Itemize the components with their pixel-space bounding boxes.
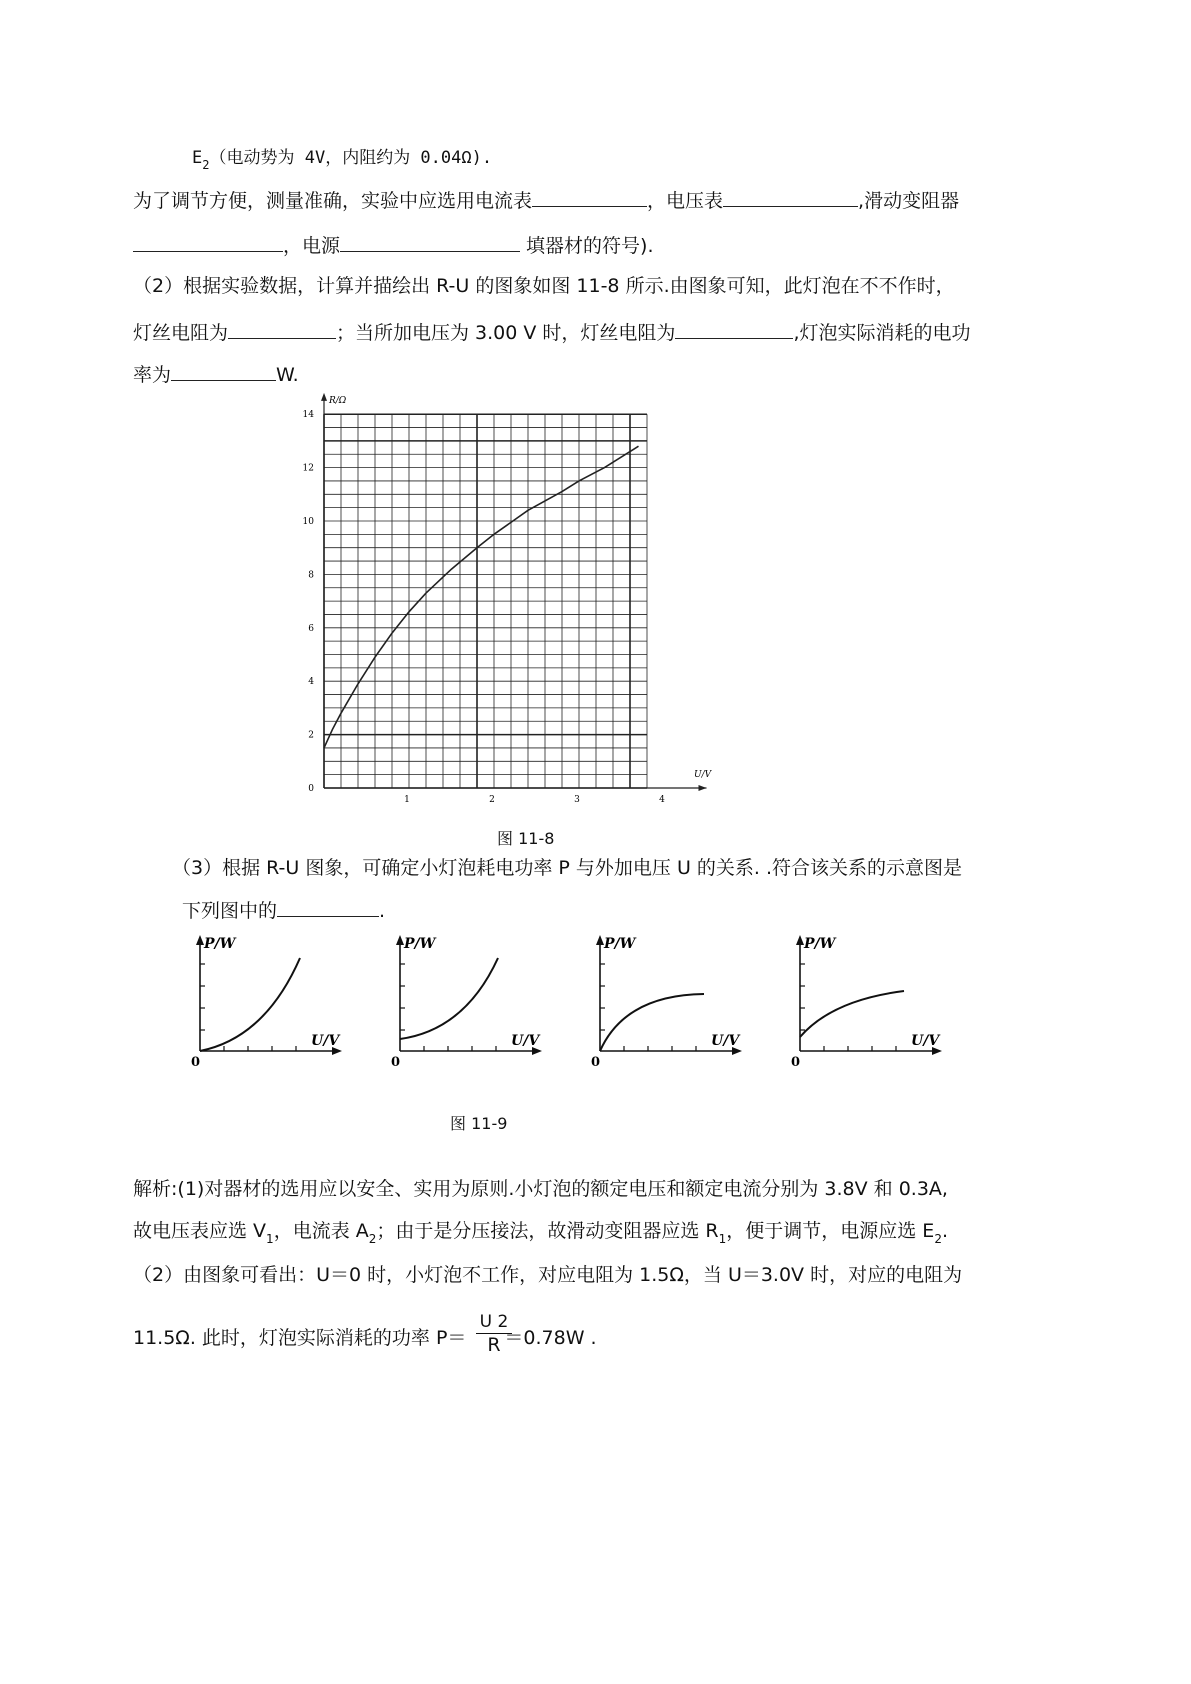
solution-line-4-b: ＝0.78W .	[504, 1327, 597, 1349]
y-tick-label: 8	[308, 570, 314, 581]
x-tick-label: 2	[489, 795, 495, 805]
part2-line-1: （2）根据实验数据，计算并描绘出 R-U 的图象如图 11-8 所示.由图象可知，此灯泡在不不作时，	[133, 275, 955, 297]
x-axis-arrow	[699, 785, 707, 791]
p-u-panel	[391, 935, 542, 1070]
part3-line-2-a: 下列图中的	[182, 900, 278, 922]
question-line-1-a: 为了调节方便，测量准确，实验中应选用电流表	[133, 190, 533, 212]
figure-11-9-panels	[180, 930, 980, 1075]
solution-line-2-e: .	[941, 1220, 948, 1242]
panel-curve	[600, 994, 704, 1051]
solution-line-2-a: 故电压表应选 V	[133, 1220, 267, 1242]
figure-choice-blank	[277, 898, 379, 917]
r-u-curve	[324, 446, 639, 748]
p-u-panel	[791, 935, 942, 1070]
p-u-panel	[191, 935, 342, 1070]
voltmeter-blank	[723, 188, 858, 207]
solution-line-2-c: ；由于是分压接法，故滑动变阻器应选 R	[376, 1220, 719, 1242]
figure-11-8-chart	[300, 390, 720, 810]
question-line-1-c: ,滑动变阻器	[858, 190, 960, 212]
part2-line-2-a: 灯丝电阻为	[133, 322, 229, 344]
x-tick-label: 1	[404, 795, 410, 805]
e2-text: （电动势为 4V，内阻约为 0.04Ω).	[209, 148, 493, 168]
panel-y-arrow	[396, 935, 404, 945]
source-blank	[340, 233, 520, 252]
y-tick-label: 0	[308, 784, 314, 794]
r1-subscript: 1	[718, 1232, 727, 1246]
x-tick-label: 4	[659, 795, 665, 805]
solution-line-4	[133, 1326, 597, 1350]
solution-line-2	[133, 1219, 948, 1246]
y-tick-label: 4	[308, 677, 314, 688]
panel-x-label: U/V	[311, 1033, 340, 1049]
a2-subscript: 2	[368, 1232, 377, 1246]
panel-y-label: P/W	[404, 936, 436, 952]
fraction-numerator: U 2	[479, 1312, 509, 1332]
part2-line-3-a: 率为	[133, 364, 172, 386]
y-axis-arrow	[321, 393, 327, 401]
p-u-panel	[591, 935, 742, 1070]
panel-curve	[800, 991, 904, 1037]
y-tick-label: 12	[302, 463, 314, 474]
solution-line-1: 解析:(1)对器材的选用应以安全、实用为原则.小灯泡的额定电压和额定电流分别为 3.8V 和 0.3A,	[133, 1178, 948, 1200]
question-line-2	[133, 233, 654, 258]
resistance-zero-blank	[228, 320, 336, 339]
power-blank	[171, 362, 276, 381]
part3-line-1: （3）根据 R-U 图象，可确定小灯泡耗电功率 P 与外加电压 U 的关系. .符合该关系的示意图是	[172, 857, 963, 879]
question-line-1-b: ，电压表	[647, 190, 724, 212]
solution-line-2-d: ，便于调节，电源应选 E	[726, 1220, 935, 1242]
panel-y-label: P/W	[604, 936, 636, 952]
power-fraction	[474, 1311, 514, 1356]
y-axis-label: R/Ω	[329, 396, 347, 406]
panel-curve	[200, 958, 300, 1051]
y-tick-label: 2	[308, 730, 314, 741]
e2-symbol: E	[192, 148, 203, 168]
e2-subscript: 2	[202, 158, 210, 172]
panel-origin-label: 0	[591, 1055, 601, 1070]
panel-y-arrow	[796, 935, 804, 945]
part2-line-2-b: ；当所加电压为 3.00 V 时，灯丝电阻为	[336, 322, 676, 344]
y-tick-label: 6	[308, 623, 314, 634]
x-tick-label: 3	[574, 795, 580, 805]
panel-y-arrow	[596, 935, 604, 945]
panel-x-label: U/V	[511, 1033, 540, 1049]
panel-y-label: P/W	[804, 936, 836, 952]
solution-line-4-a: 11.5Ω. 此时，灯泡实际消耗的功率 P＝	[133, 1327, 467, 1349]
question-line-2-b: 填器材的符号).	[520, 235, 654, 257]
part2-line-3-b: W.	[276, 364, 299, 386]
e2-subscript-solution: 2	[934, 1232, 942, 1246]
part2-line-2	[133, 320, 970, 345]
part2-line-2-c: ,灯泡实际消耗的电功	[793, 322, 971, 344]
panel-y-arrow	[196, 935, 204, 945]
part3-line-2-b: .	[379, 900, 386, 922]
e2-line	[192, 146, 492, 170]
panel-origin-label: 0	[791, 1055, 801, 1070]
panel-x-label: U/V	[911, 1033, 940, 1049]
solution-line-3: （2）由图象可看出：U＝0 时，小灯泡不工作，对应电阻为 1.5Ω，当 U＝3.0V 时，对应的电阻为	[133, 1264, 963, 1286]
panel-x-label: U/V	[711, 1033, 740, 1049]
x-axis-label: U/V	[694, 770, 712, 780]
question-line-2-a: ，电源	[283, 235, 341, 257]
fraction-denominator: R	[487, 1334, 501, 1356]
part3-line-2	[182, 898, 385, 923]
fig9-caption: 图 11-9	[450, 1114, 508, 1133]
panel-origin-label: 0	[391, 1055, 401, 1070]
y-tick-label: 14	[302, 410, 314, 421]
panel-y-label: P/W	[204, 936, 236, 952]
ammeter-blank	[532, 188, 647, 207]
panel-origin-label: 0	[191, 1055, 201, 1070]
part2-line-3	[133, 362, 299, 387]
fig8-caption: 图 11-8	[497, 829, 555, 848]
v1-subscript: 1	[266, 1232, 274, 1246]
panel-curve	[400, 958, 498, 1039]
resistance-3v-blank	[675, 320, 793, 339]
y-tick-labels	[303, 410, 315, 794]
rheostat-blank	[133, 233, 283, 252]
chart-grid	[321, 393, 707, 791]
question-line-1	[133, 188, 959, 213]
y-tick-label: 10	[302, 517, 314, 527]
solution-line-2-b: ，电流表 A	[273, 1220, 369, 1242]
x-tick-labels	[404, 795, 665, 805]
